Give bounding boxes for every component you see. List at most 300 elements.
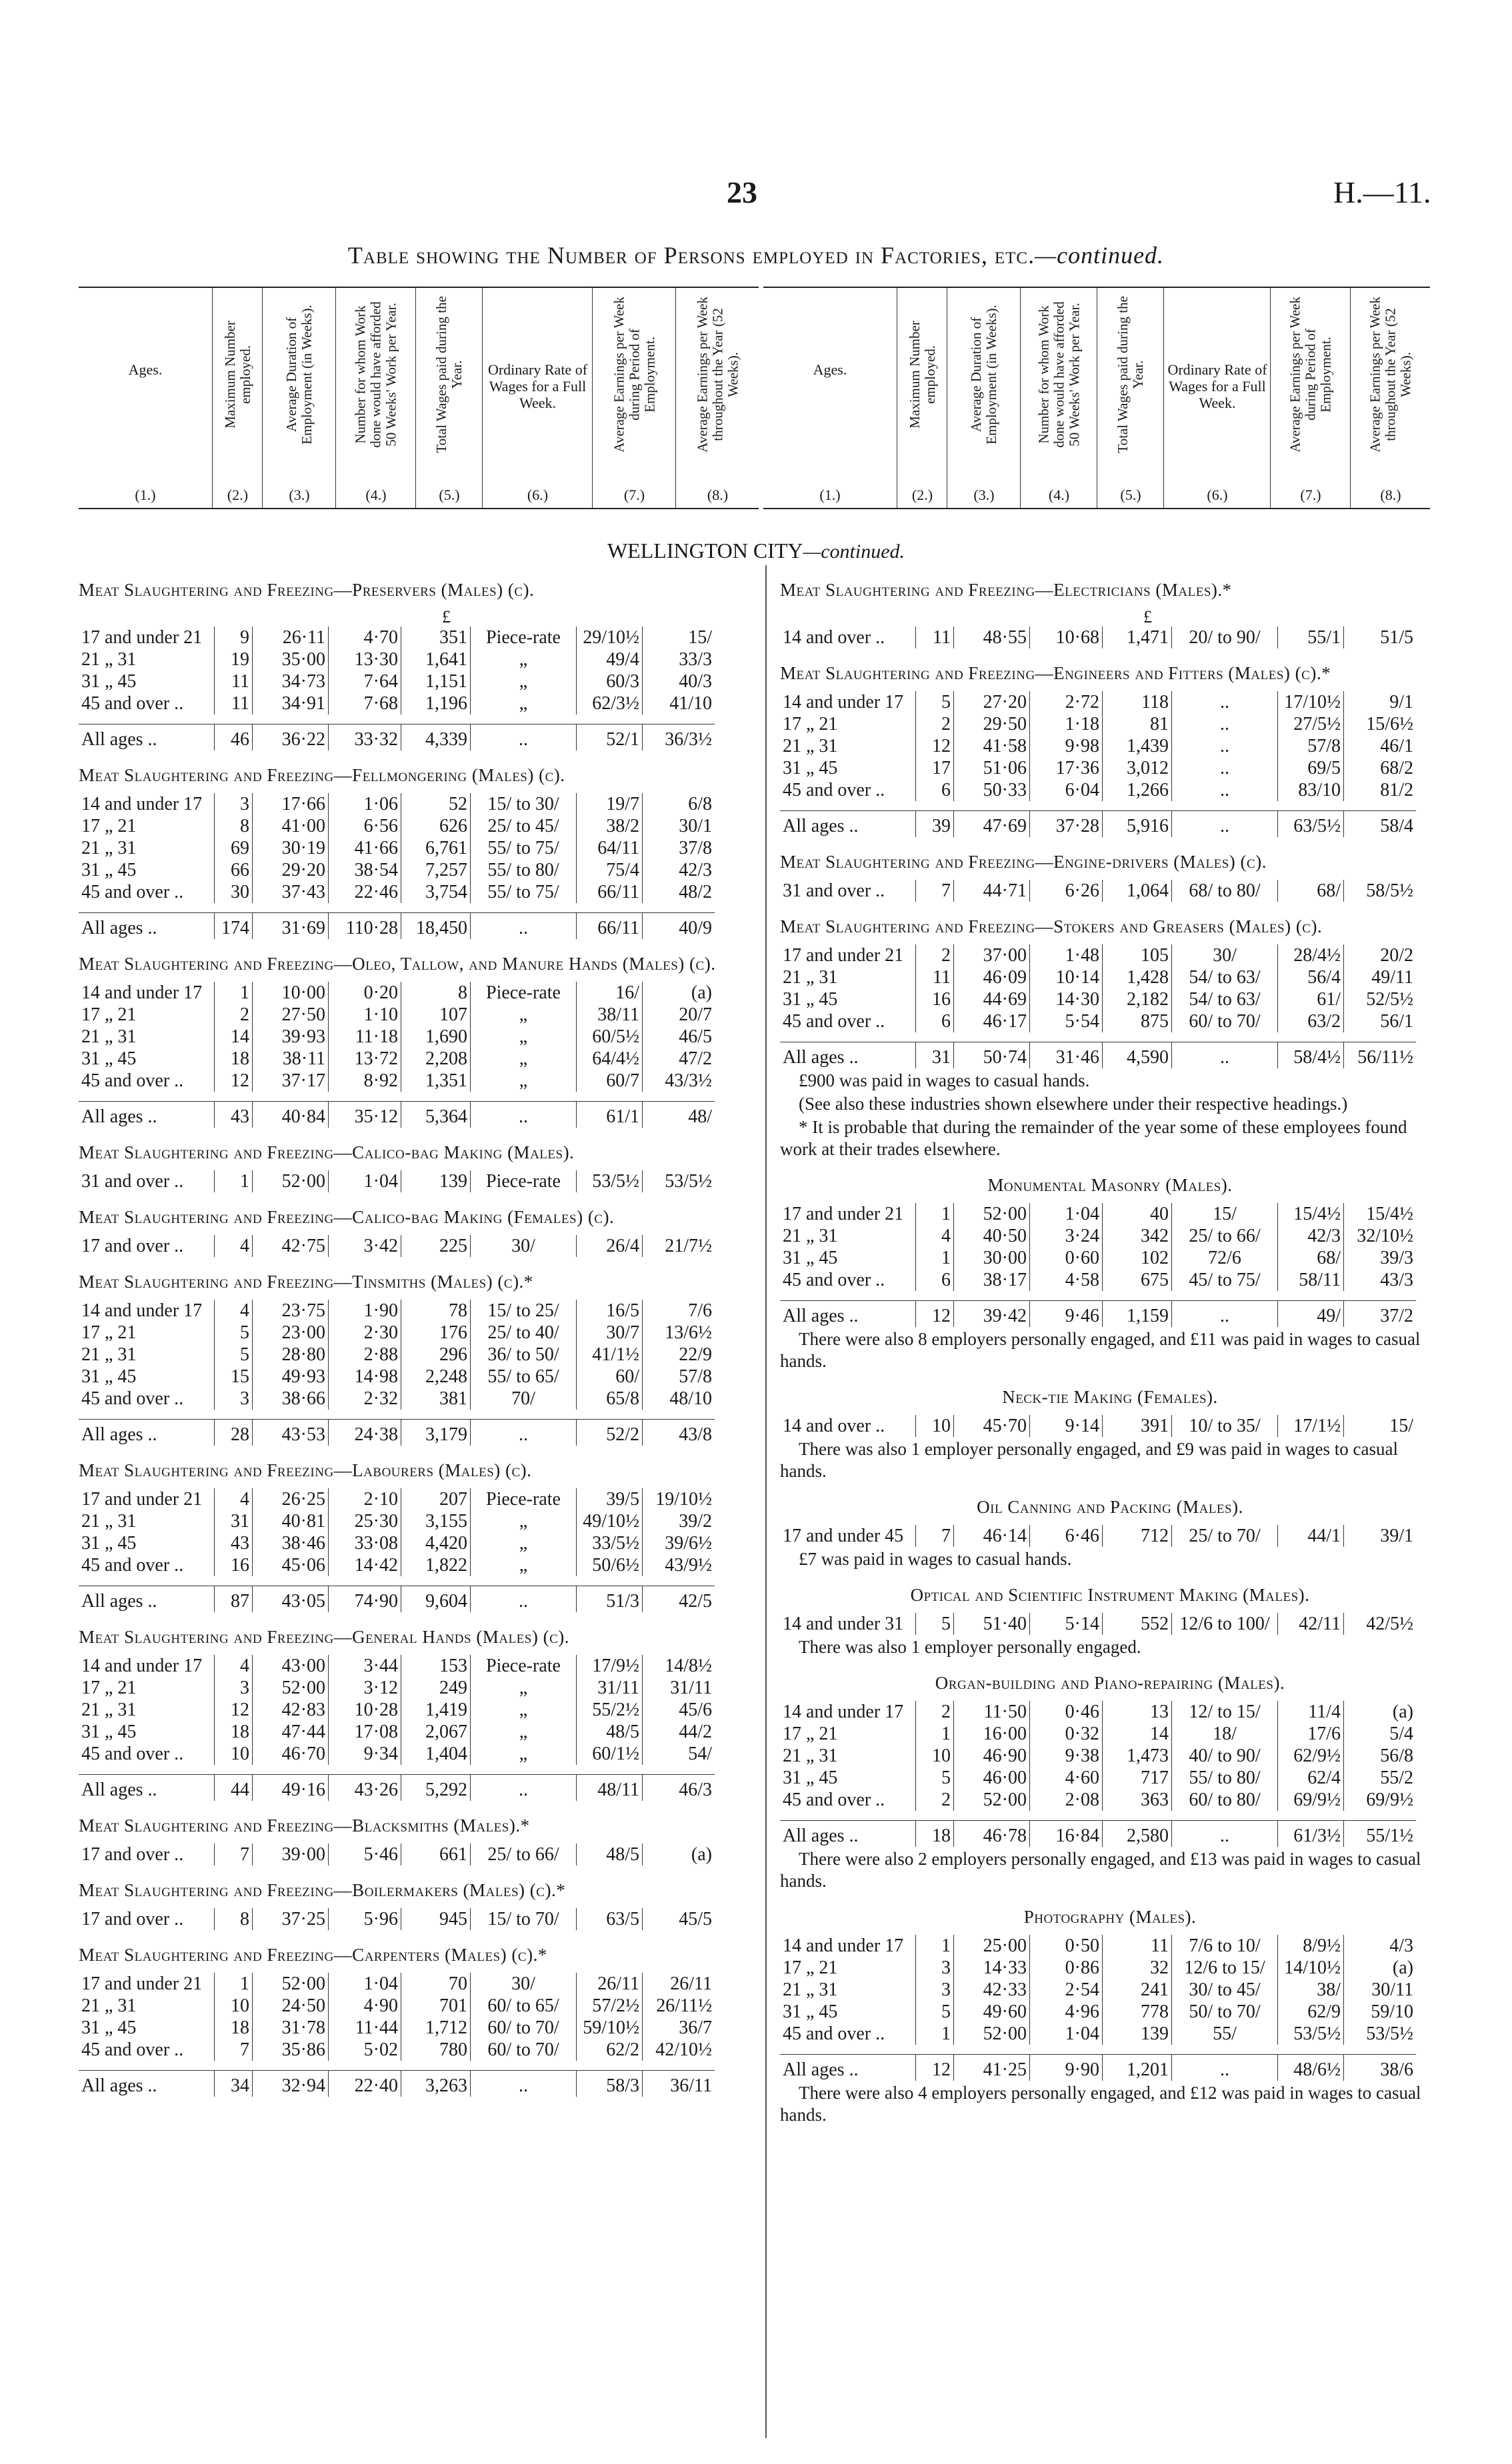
table-cell: 69 (215, 837, 253, 859)
table-cell: 2,182 (1103, 988, 1172, 1010)
table-cell: (a) (1344, 1701, 1417, 1723)
header-number: (4.) (1048, 487, 1070, 503)
table-cell: 11·18 (329, 1026, 401, 1048)
table-cell: 13 (1103, 1701, 1172, 1723)
data-table (79, 1300, 715, 1446)
spacer-cell (79, 2061, 715, 2071)
total-row (780, 2055, 1416, 2081)
table-cell: 21 „ 31 (81, 1026, 137, 1047)
city-suffix: —continued. (803, 541, 905, 563)
header-number: (4.) (365, 487, 387, 503)
table-cell: 15/6½ (1344, 713, 1417, 735)
table-cell: 626 (401, 815, 471, 837)
column-divider (765, 565, 767, 2438)
data-table (79, 1655, 715, 1801)
table-cell: 28 (215, 1420, 253, 1446)
section-title (780, 1496, 1440, 1518)
table-cell: .. (1172, 1042, 1278, 1069)
table-cell: Piece-rate (471, 1655, 577, 1677)
table-cell: All ages .. (780, 1821, 916, 1848)
table-cell: 3·42 (329, 1235, 401, 1257)
table-cell: 17 „ 21 (81, 1004, 137, 1025)
table-cell: 21 „ 31 (81, 1344, 137, 1365)
table-cell: „ (471, 648, 577, 670)
table-cell: 9 (215, 626, 253, 648)
table-cell: 1 (916, 2023, 954, 2045)
table-cell: 4 (215, 1235, 253, 1257)
table-cell: 17 „ 21 (783, 1957, 838, 1978)
table-cell: 21 „ 31 (81, 1511, 137, 1532)
data-table (780, 1935, 1416, 2081)
spacer-cell (780, 1811, 1416, 1821)
header-number: (5.) (439, 487, 460, 503)
table-cell: 31 (215, 1510, 253, 1532)
table-cell: 46·90 (954, 1745, 1030, 1767)
table-cell: 45 and over .. (81, 693, 184, 714)
table-cell: 57/8 (1278, 735, 1344, 757)
total-row (780, 1301, 1416, 1328)
table-cell: 30/ (471, 1235, 577, 1257)
table-row (780, 1225, 1416, 1247)
section-title (780, 1584, 1440, 1606)
table-cell: 26/11½ (643, 1995, 715, 2017)
table-cell: 36/11 (643, 2071, 715, 2097)
footnote: * It is probable that during the remainder of the year some of these employees found work at their trades elsewhere. (780, 1117, 1407, 1159)
table-cell: 41·58 (954, 735, 1030, 757)
total-row (79, 1586, 715, 1613)
table-cell: 40·84 (253, 1102, 329, 1128)
table-cell: 7,257 (401, 859, 471, 881)
section-title-text: Meat Slaughtering and Freezing—Engine-drivers (Males) (c). (780, 852, 1267, 872)
table-cell: 30·00 (954, 1247, 1030, 1269)
table-cell: 14 and under 17 (81, 794, 203, 814)
table-cell: 7·64 (329, 670, 401, 692)
table-cell: 0·60 (1030, 1247, 1103, 1269)
table-cell: 45 and over .. (81, 2039, 184, 2060)
table-cell: 25/ to 70/ (1172, 1525, 1278, 1547)
table-row (79, 1699, 715, 1721)
table-cell: 1·04 (329, 1170, 401, 1192)
data-table (79, 793, 715, 939)
table-cell: 26/11 (577, 1973, 643, 1995)
table-cell: 12/6 to 15/ (1172, 1957, 1278, 1979)
table-cell: 42·83 (253, 1699, 329, 1721)
footnote: There were also 4 employers personally engaged, and £12 was paid in wages to casual hands. (780, 2083, 1421, 2125)
table-cell: 31·46 (1030, 1042, 1103, 1069)
footnote: (See also these industries shown elsewhere under their respective headings.) (799, 1094, 1348, 1114)
pound-sign: £ (1143, 607, 1152, 626)
table-cell: 1·04 (329, 1973, 401, 1995)
table-cell: 1,404 (401, 1743, 471, 1765)
table-cell: 45 and over .. (783, 780, 885, 800)
table-cell: 23·75 (253, 1300, 329, 1322)
table-cell: „ (471, 1554, 577, 1576)
table-cell: 17 „ 21 (81, 1322, 137, 1343)
table-cell: 9,604 (401, 1586, 471, 1613)
table-cell: 6 (916, 779, 954, 801)
table-cell: „ (471, 1510, 577, 1532)
table-cell: 55/1 (1278, 626, 1344, 648)
table-cell: 46·00 (954, 1767, 1030, 1789)
table-cell: 4,590 (1103, 1042, 1172, 1069)
table-cell: 12 (215, 1070, 253, 1092)
table-cell: 17 and over .. (81, 1236, 184, 1256)
table-cell: 712 (1103, 1525, 1172, 1547)
header-cell (675, 288, 759, 508)
total-row (79, 2071, 715, 2097)
table-cell: 56/4 (1278, 966, 1344, 988)
table-cell: 1,266 (1103, 779, 1172, 801)
table-row (780, 626, 1416, 648)
table-cell: 37/8 (643, 837, 715, 859)
table-cell: 6/8 (643, 793, 715, 815)
table-cell: 10·00 (253, 982, 329, 1004)
table-cell: 5·54 (1030, 1010, 1103, 1032)
table-cell: 26/11 (643, 1973, 715, 1995)
table-cell: 25·30 (329, 1510, 401, 1532)
table-cell: 37/2 (1344, 1301, 1417, 1328)
table-cell: 61/1 (577, 1102, 643, 1128)
table-cell: 63/5½ (1278, 811, 1344, 838)
table-cell: 45/6 (643, 1699, 715, 1721)
table-cell: 4 (215, 1488, 253, 1510)
table-cell: 9·90 (1030, 2055, 1103, 2081)
table-row (780, 779, 1416, 801)
table-row (79, 670, 715, 692)
table-cell: 10 (215, 1743, 253, 1765)
table-cell: 26·25 (253, 1488, 329, 1510)
table-cell: 30·19 (253, 837, 329, 859)
header-label: Maximum Number employed. (906, 321, 938, 429)
header-number: (1.) (135, 487, 156, 503)
table-cell: 31 „ 45 (81, 671, 137, 692)
table-cell: 45 and over .. (783, 1270, 885, 1290)
table-cell: 36·22 (253, 724, 329, 751)
table-cell: 68/ (1278, 1247, 1344, 1269)
table-cell: 43·00 (253, 1655, 329, 1677)
table-cell: 945 (401, 1908, 471, 1930)
table-cell: 46/5 (643, 1026, 715, 1048)
table-cell: 22/9 (643, 1344, 715, 1366)
table-cell: 17 and over .. (81, 1909, 184, 1929)
table-row (79, 2017, 715, 2039)
table-cell: 34 (215, 2071, 253, 2097)
table-row (780, 1767, 1416, 1789)
total-row (79, 724, 715, 751)
table-cell: 110·28 (329, 913, 401, 940)
table-cell: 51/5 (1344, 626, 1417, 648)
table-cell: 52·00 (954, 1789, 1030, 1811)
table-cell: 107 (401, 1004, 471, 1026)
table-cell: 1,822 (401, 1554, 471, 1576)
total-row (780, 1042, 1416, 1069)
table-cell: 102 (1103, 1247, 1172, 1269)
table-cell: 31 „ 45 (81, 1533, 137, 1554)
table-cell: 2·54 (1030, 1979, 1103, 2001)
table-cell: 16 (215, 1554, 253, 1576)
table-cell: 48/6½ (1278, 2055, 1344, 2081)
table-row (780, 1789, 1416, 1811)
table-row (79, 1366, 715, 1388)
table-cell: 2·08 (1030, 1789, 1103, 1811)
data-table (780, 1203, 1416, 1327)
table-cell: 3,263 (401, 2071, 471, 2097)
table-cell: 49·93 (253, 1366, 329, 1388)
table-cell: 40/9 (643, 913, 715, 940)
table-cell: 47/2 (643, 1048, 715, 1070)
table-cell: 15/ (643, 626, 715, 648)
table-cell: 52·00 (954, 1203, 1030, 1225)
table-row (79, 648, 715, 670)
header-number: (6.) (527, 487, 549, 503)
table-cell: 33·32 (329, 724, 401, 751)
table-row (780, 1269, 1416, 1291)
table-cell: 18,450 (401, 913, 471, 940)
column-header-right (763, 287, 1430, 509)
table-cell: 60/ to 70/ (1172, 1010, 1278, 1032)
table-cell: 1,439 (1103, 735, 1172, 757)
section-title-text: Meat Slaughtering and Freezing—General Hands (Males) (c). (79, 1627, 569, 1647)
section-title (780, 1174, 1440, 1196)
table-cell: 9·38 (1030, 1745, 1103, 1767)
table-cell: 14·42 (329, 1554, 401, 1576)
table-cell: 2 (215, 1004, 253, 1026)
table-cell: 2,067 (401, 1721, 471, 1743)
table-cell: 52/1 (577, 724, 643, 751)
table-spacer (79, 1765, 715, 1775)
table-cell: 53/5½ (577, 1170, 643, 1192)
table-cell: 43/3½ (643, 1070, 715, 1092)
table-cell: 53/5½ (1278, 2023, 1344, 2045)
table-cell: 10·68 (1030, 626, 1103, 648)
table-cell: 875 (1103, 1010, 1172, 1032)
total-row (79, 1420, 715, 1446)
city-heading (0, 539, 1512, 563)
table-cell: 58/4½ (1278, 1042, 1344, 1069)
table-cell: 31·78 (253, 2017, 329, 2039)
table-cell: 17/6 (1278, 1723, 1344, 1745)
section-title (79, 1626, 765, 1648)
table-cell: 7/6 (643, 1300, 715, 1322)
table-cell: 7 (916, 1525, 954, 1547)
table-cell: 38/11 (577, 1004, 643, 1026)
table-cell: 36/3½ (643, 724, 715, 751)
table-cell: Piece-rate (471, 982, 577, 1004)
table-cell: 42/5½ (1344, 1613, 1417, 1635)
table-cell: 5/4 (1344, 1723, 1417, 1745)
table-cell: 62/9 (1278, 2001, 1344, 2023)
table-cell: 13·72 (329, 1048, 401, 1070)
table-cell: 5·02 (329, 2039, 401, 2061)
table-cell: 249 (401, 1677, 471, 1699)
header-label: Maximum Number employed. (221, 321, 253, 429)
table-cell: 21/7½ (643, 1235, 715, 1257)
section-title-text: Meat Slaughtering and Freezing—Boilermakers (Males) (c).* (79, 1880, 566, 1900)
header-number: (2.) (911, 487, 933, 503)
table-row (780, 713, 1416, 735)
table-row (780, 1935, 1416, 1957)
table-cell: 1 (916, 1935, 954, 1957)
table-cell: 45 and over .. (783, 1790, 885, 1810)
table-cell: 59/10½ (577, 2017, 643, 2039)
table-cell: 45 and over .. (783, 1011, 885, 1032)
spacer-cell (79, 714, 715, 724)
data-table (79, 1170, 715, 1192)
table-cell: 55/2½ (577, 1699, 643, 1721)
total-row (780, 811, 1416, 838)
table-cell: 3·12 (329, 1677, 401, 1699)
table-cell: 81 (1103, 713, 1172, 735)
table-cell: 81/2 (1344, 779, 1417, 801)
table-cell: 14 and under 31 (783, 1614, 904, 1634)
table-row (780, 1203, 1416, 1225)
table-cell: All ages .. (79, 1586, 215, 1613)
table-cell: 3,754 (401, 881, 471, 903)
table-cell: 42·75 (253, 1235, 329, 1257)
table-cell: 45/ to 75/ (1172, 1269, 1278, 1291)
table-cell: 11·44 (329, 2017, 401, 2039)
table-cell: (a) (643, 1844, 715, 1865)
table-cell: 18 (215, 1048, 253, 1070)
table-cell: 39·93 (253, 1026, 329, 1048)
table-spacer (79, 1410, 715, 1420)
table-cell: 30/11 (1344, 1979, 1417, 2001)
table-cell: 60/ to 70/ (471, 2039, 577, 2061)
table-cell: 70 (401, 1973, 471, 1995)
table-cell: 45·70 (954, 1415, 1030, 1437)
table-cell: 1,473 (1103, 1745, 1172, 1767)
table-cell: 60/ to 70/ (471, 2017, 577, 2039)
table-cell: 10 (916, 1415, 954, 1437)
table-cell: 87 (215, 1586, 253, 1613)
table-row (79, 1532, 715, 1554)
table-cell: 16/5 (577, 1300, 643, 1322)
table-cell: „ (471, 1699, 577, 1721)
section-title-text: Meat Slaughtering and Freezing—Preservers (Males) (c). (79, 580, 535, 600)
table-cell: 225 (401, 1235, 471, 1257)
header-label: Total Wages paid during the Year. (433, 296, 465, 453)
table-cell: 552 (1103, 1613, 1172, 1635)
table-spacer (79, 2061, 715, 2071)
table-spacer (79, 1576, 715, 1586)
section-title (780, 915, 1440, 938)
section-title (79, 1879, 765, 1901)
table-cell: 43/9½ (643, 1554, 715, 1576)
table-row (780, 757, 1416, 779)
table-cell: 83/10 (1278, 779, 1344, 801)
table-cell: 15/ to 30/ (471, 793, 577, 815)
table-cell: 37·25 (253, 1908, 329, 1930)
table-cell: 55/1½ (1344, 1821, 1417, 1848)
table-cell: 1·06 (329, 793, 401, 815)
table-cell: 48/ (643, 1102, 715, 1128)
data-table (79, 1488, 715, 1612)
table-cell: 5·14 (1030, 1613, 1103, 1635)
section-title (79, 1270, 765, 1293)
table-cell: 1 (916, 1247, 954, 1269)
table-cell: 1 (215, 1170, 253, 1192)
table-cell: 31 „ 45 (81, 1366, 137, 1387)
table-cell: 2·72 (1030, 691, 1103, 713)
table-row (780, 1957, 1416, 1979)
table-cell: 5,364 (401, 1102, 471, 1128)
table-cell: 0·32 (1030, 1723, 1103, 1745)
table-cell: 45·06 (253, 1554, 329, 1576)
table-cell: 10 (215, 1995, 253, 2017)
table-cell: 45 and over .. (81, 882, 184, 902)
table-cell: 40 (1103, 1203, 1172, 1225)
table-cell: 9/1 (1344, 691, 1417, 713)
table-cell: „ (471, 1004, 577, 1026)
table-cell: 25/ to 40/ (471, 1322, 577, 1344)
table-cell: 30/1 (643, 815, 715, 837)
table-cell: 38·17 (954, 1269, 1030, 1291)
header-number: (1.) (819, 487, 841, 503)
header-cell (1097, 288, 1164, 508)
table-cell: 21 „ 31 (81, 1700, 137, 1720)
table-cell: 14 and under 17 (81, 1300, 203, 1321)
table-cell: 27·20 (954, 691, 1030, 713)
table-cell: 5·96 (329, 1908, 401, 1930)
table-cell: .. (1172, 757, 1278, 779)
table-cell: 60/7 (577, 1070, 643, 1092)
table-cell: 43·53 (253, 1420, 329, 1446)
table-cell: 46·14 (954, 1525, 1030, 1547)
table-cell: 2·32 (329, 1388, 401, 1410)
table-cell: 50/ to 70/ (1172, 2001, 1278, 2023)
table-cell: 66 (215, 859, 253, 881)
table-cell: 5 (215, 1344, 253, 1366)
table-cell: 17 and under 21 (783, 945, 904, 966)
table-cell: 2 (916, 1789, 954, 1811)
table-cell: 47·69 (954, 811, 1030, 838)
section-title (79, 1141, 765, 1164)
table-cell: 48·55 (954, 626, 1030, 648)
table-cell: 780 (401, 2039, 471, 2061)
table-cell: 21 „ 31 (783, 1226, 838, 1246)
table-cell: 33·08 (329, 1532, 401, 1554)
table-cell: .. (1172, 735, 1278, 757)
footnote: £900 was paid in wages to casual hands. (799, 1070, 1090, 1090)
total-row (79, 1775, 715, 1802)
table-row (780, 1979, 1416, 2001)
section-title-text: Meat Slaughtering and Freezing—Oleo, Tallow, and Manure Hands (Males) (c). (79, 954, 716, 974)
table-cell: 68/2 (1344, 757, 1417, 779)
section-title (780, 1672, 1440, 1694)
table-cell: 1,351 (401, 1070, 471, 1092)
table-cell: All ages .. (79, 1102, 215, 1128)
header-cell (897, 288, 947, 508)
table-cell: 2,580 (1103, 1821, 1172, 1848)
table-cell: 41/10 (643, 692, 715, 714)
table-row (79, 1721, 715, 1743)
section-title (780, 579, 1440, 601)
table-cell: 6 (916, 1269, 954, 1291)
table-row (780, 2001, 1416, 2023)
section-title-text: Meat Slaughtering and Freezing—Calico-bag Making (Males). (79, 1142, 575, 1162)
table-cell: 27/5½ (1278, 713, 1344, 735)
table-cell: 17/10½ (1278, 691, 1344, 713)
table-cell: 44/2 (643, 1721, 715, 1743)
table-cell: 9·34 (329, 1743, 401, 1765)
table-cell: „ (471, 1026, 577, 1048)
table-row (79, 1677, 715, 1699)
table-row (79, 1908, 715, 1930)
footnote: There were also 2 employers personally engaged, and £13 was paid in wages to casual hands. (780, 1849, 1421, 1891)
table-cell: 31 „ 45 (81, 2017, 137, 2038)
data-table (79, 626, 715, 750)
table-cell: 351 (401, 626, 471, 648)
